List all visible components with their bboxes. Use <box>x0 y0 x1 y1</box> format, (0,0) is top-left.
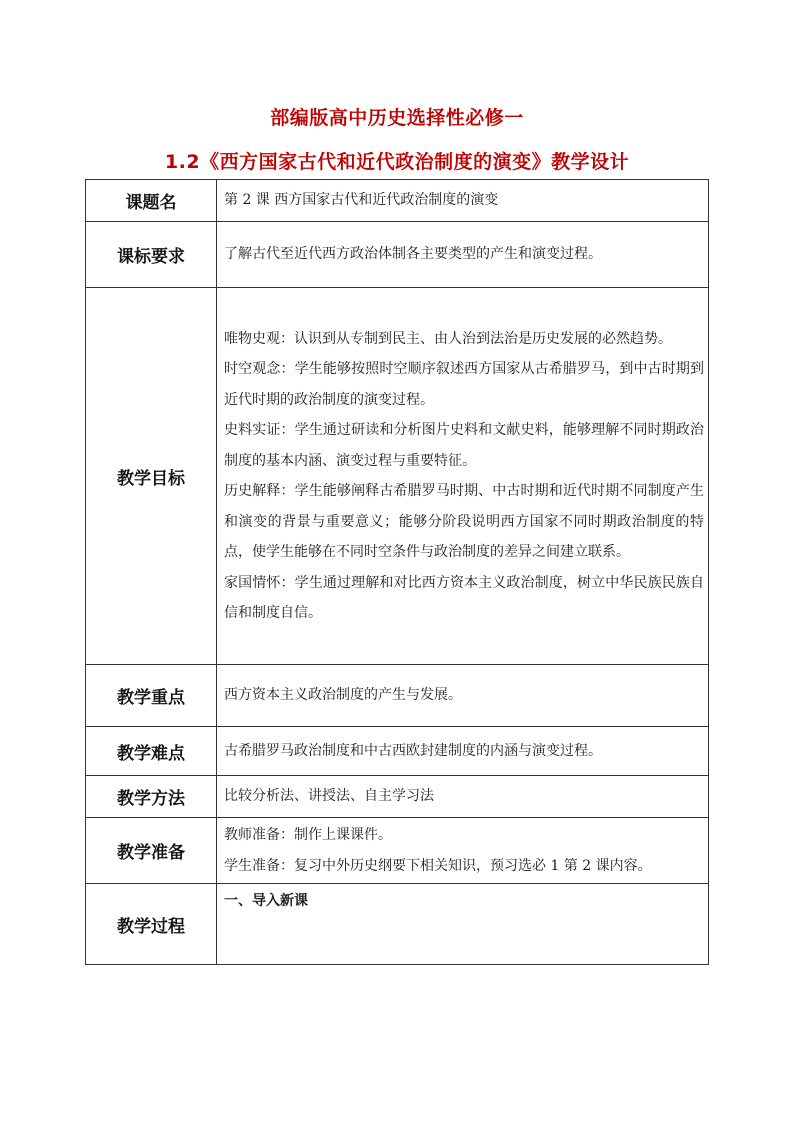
row-label-standard: 课标要求 <box>86 222 217 288</box>
row-value-standard: 了解古代至近代西方政治体制各主要类型的产生和演变过程。 <box>217 222 709 288</box>
objective-item: 时空观念：学生能够按照时空顺序叙述西方国家从古希腊罗马，到中古时期到近代时期的政治制度的演变过程。 <box>224 361 704 408</box>
objective-item: 唯物史观：认识到从专制到民主、由人治到法治是历史发展的必然趋势。 <box>224 330 672 347</box>
row-label-process: 教学过程 <box>86 884 217 965</box>
objective-item: 家国情怀：学生通过理解和对比西方资本主义政治制度，树立中华民族民族自信和制度自信。 <box>224 574 704 621</box>
objective-item: 史料实证：学生通过研读和分析图片史料和文献史料，能够理解不同时期政治制度的基本内涵、演变过程与重要特征。 <box>224 422 704 469</box>
row-value-key-points: 西方资本主义政治制度的产生与发展。 <box>217 665 709 727</box>
lesson-plan-table <box>85 179 709 965</box>
row-value-preparation <box>217 818 709 884</box>
table-row-difficulties <box>86 727 709 776</box>
row-value-difficulties: 古希腊罗马政治制度和中古西欧封建制度的内涵与演变过程。 <box>217 727 709 776</box>
row-value-topic: 第 2 课 西方国家古代和近代政治制度的演变 <box>217 180 709 222</box>
row-value-process <box>217 884 709 965</box>
table-row-key-points <box>86 665 709 727</box>
table-row-preparation <box>86 818 709 884</box>
table-row-process <box>86 884 709 965</box>
table-row-objectives <box>86 288 709 665</box>
objective-item: 历史解释：学生能够阐释古希腊罗马时期、中古时期和近代时期不同制度产生和演变的背景与重要意义；能够分阶段说明西方国家不同时期政治制度的特点，使学生能够在不同时空条件与政治制度的差异之间建立联系。 <box>224 483 704 560</box>
row-label-objectives: 教学目标 <box>86 288 217 665</box>
document-title: 部编版高中历史选择性必修一 <box>270 107 524 129</box>
row-label-methods: 教学方法 <box>86 776 217 818</box>
row-label-topic: 课题名 <box>86 180 217 222</box>
preparation-item: 教师准备：制作上课课件。 <box>224 827 392 843</box>
row-label-difficulties: 教学难点 <box>86 727 217 776</box>
table-row-methods <box>86 776 709 818</box>
row-value-methods: 比较分析法、讲授法、自主学习法 <box>217 776 709 818</box>
preparation-item: 学生准备：复习中外历史纲要下相关知识，预习选必 1 第 2 课内容。 <box>224 857 652 874</box>
process-step-title: 一、导入新课 <box>224 893 308 909</box>
row-label-key-points: 教学重点 <box>86 665 217 727</box>
table-row-standard <box>86 222 709 288</box>
row-label-preparation: 教学准备 <box>86 818 217 884</box>
document-subtitle: 1.2《西方国家古代和近代政治制度的演变》教学设计 <box>164 151 630 173</box>
table-row-topic <box>86 180 709 222</box>
row-value-objectives <box>217 288 709 665</box>
